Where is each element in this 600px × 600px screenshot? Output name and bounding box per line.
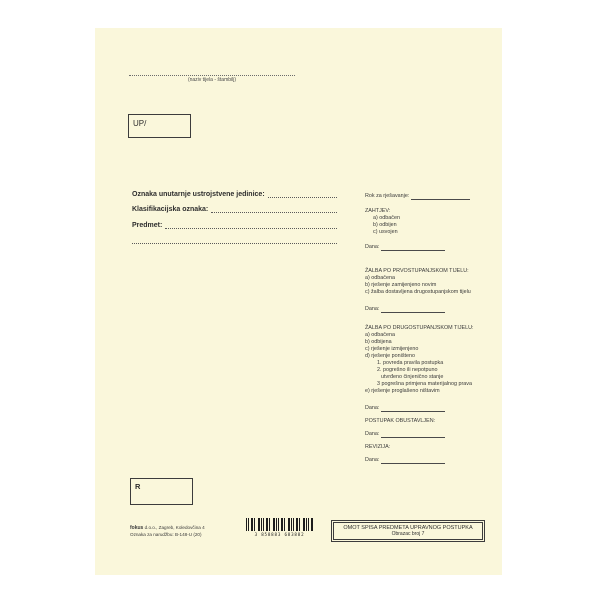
- barcode-digits: 3 858883 683882: [254, 531, 305, 537]
- date-fill-line: [381, 431, 445, 438]
- barcode: [246, 518, 313, 537]
- deadline-label: Rok za rješavanje:: [365, 193, 410, 199]
- unit-fill-line: [268, 189, 337, 198]
- form-paper: [95, 28, 502, 575]
- subject-label: Predmet:: [132, 222, 163, 229]
- form-title: OMOT SPISA PREDMETA UPRAVNOG POSTUPKA: [343, 524, 473, 531]
- publisher-name: fokus: [130, 525, 144, 531]
- date-row: [365, 244, 445, 251]
- field-row-unit: [132, 189, 337, 198]
- r-registry-box: [130, 478, 193, 505]
- list-item: b) odbijen: [373, 222, 397, 228]
- field-row-subject: [132, 220, 337, 229]
- r-label: R: [135, 482, 141, 491]
- deadline-fill-line: [411, 193, 470, 200]
- classification-label: Klasifikacijska oznaka:: [132, 206, 209, 213]
- stamp-caption: (naziv tijela - štambilj): [187, 77, 237, 83]
- stamp-dotted-line: [129, 75, 295, 76]
- date-label: Dana:: [365, 405, 380, 411]
- date-row: [365, 431, 445, 438]
- publisher-address: d.o.o., Zagreb, Koledovčina 4: [143, 525, 205, 530]
- date-fill-line: [381, 244, 445, 251]
- zalba1-title: ŽALBA PO PRVOSTUPANJSKOM TIJELU:: [365, 268, 469, 274]
- sub-list-item: 3 pogrešna primjena materijalnog prava: [377, 381, 472, 387]
- list-item: b) rješenje zamijenjeno novim: [365, 282, 437, 288]
- revizija-title: REVIZIJA:: [365, 444, 391, 450]
- unit-label: Oznaka unutarnje ustrojstvene jedinice:: [132, 191, 265, 198]
- subject-fill-line: [165, 220, 337, 229]
- form-number: Obrazac broj 7: [391, 531, 425, 537]
- zalba2-title: ŽALBA PO DRUGOSTUPANJSKOM TIJELU:: [365, 325, 474, 331]
- list-item: d) rješenje poništeno: [365, 353, 416, 359]
- date-label: Dana:: [365, 457, 380, 463]
- list-item: a) odbačena: [365, 332, 395, 338]
- date-label: Dana:: [365, 306, 380, 312]
- section-postupak-obustavljen: [365, 418, 471, 438]
- list-item: b) odbijena: [365, 339, 392, 345]
- date-fill-line: [381, 457, 445, 464]
- list-item: c) rješenje izmijenjeno: [365, 346, 419, 352]
- classification-fill-line: [211, 204, 337, 213]
- field-row-classification: [132, 204, 337, 213]
- postupak-title: POSTUPAK OBUSTAVLJEN:: [365, 418, 436, 424]
- date-row: [365, 457, 445, 464]
- up-number-box: [128, 114, 191, 138]
- publisher-line: [130, 525, 205, 532]
- subject-continuation-line: [132, 243, 337, 244]
- list-item: c) usvojen: [373, 229, 398, 235]
- list-item: c) žalba dostavljena drugostupanjskom tijelu: [365, 289, 471, 295]
- section-zalba-drugostupanjskom: [365, 325, 474, 412]
- barcode-bars: [246, 518, 313, 531]
- date-fill-line: [381, 306, 445, 313]
- list-item: e) rješenje proglašeno ništavim: [365, 388, 440, 394]
- sub-list-item: 2. pogrešno ili nepotpuno: [377, 367, 438, 373]
- date-row: [365, 405, 445, 412]
- form-title-inner: [333, 522, 483, 540]
- zahtjev-title: ZAHTJEV:: [365, 208, 391, 214]
- section-zalba-prvostupanjskom: [365, 268, 471, 313]
- list-item: a) odbačen: [373, 215, 400, 221]
- section-zahtjev: [365, 208, 471, 251]
- order-code: Oznaka za narudžbu: B-148-U (20): [130, 531, 202, 537]
- section-revizija: [365, 444, 471, 464]
- list-item: a) odbačena: [365, 275, 395, 281]
- date-label: Dana:: [365, 431, 380, 437]
- up-label: UP/: [133, 119, 147, 128]
- sub-list-item-wrap: utvrđeno činjenično stanje: [381, 374, 444, 380]
- date-row: [365, 306, 445, 313]
- sub-list-item: 1. povreda pravila postupka: [377, 360, 444, 366]
- publisher-info: [130, 525, 205, 538]
- date-label: Dana:: [365, 244, 380, 250]
- date-fill-line: [381, 405, 445, 412]
- form-title-box: [331, 520, 485, 542]
- deadline-row: [365, 193, 470, 200]
